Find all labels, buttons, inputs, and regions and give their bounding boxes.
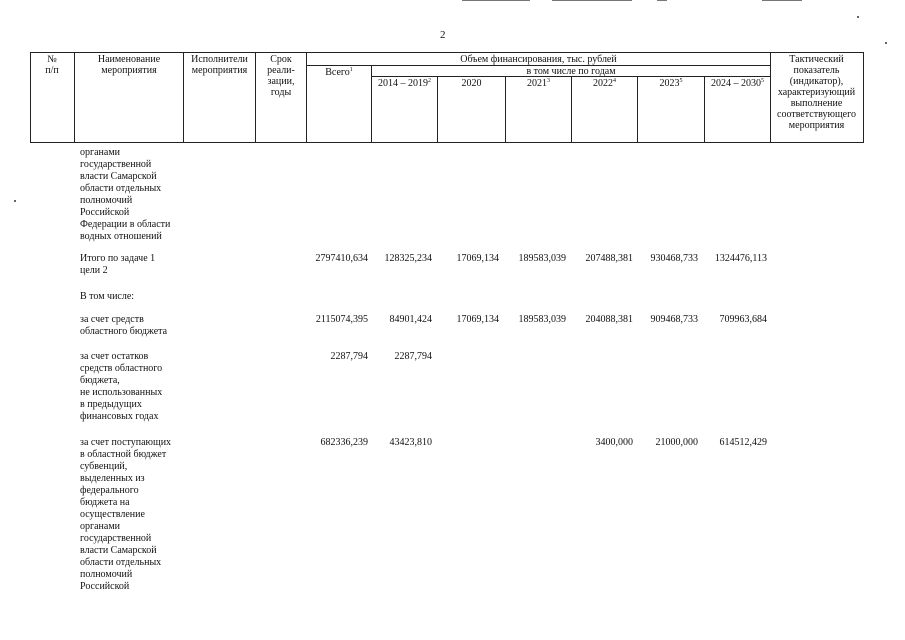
value-2022: 3400,000 (595, 437, 633, 448)
scan-dot (14, 200, 16, 202)
value-2021: 189583,039 (518, 253, 566, 264)
value-total: 2115074,395 (315, 314, 368, 325)
footnote-mark: 4 (613, 78, 616, 84)
year-label: 2023 (659, 78, 680, 89)
year-label: 2014 – 2019 (378, 78, 428, 89)
value-total: 2287,794 (330, 351, 368, 362)
header-funding: Объем финансирования, тыс. рублей (460, 54, 617, 65)
header-total (307, 67, 371, 78)
value-2023: 909468,733 (650, 314, 698, 325)
value-total: 682336,239 (320, 437, 368, 448)
page-number: 2 (440, 29, 446, 41)
year-label: 2021 (527, 78, 547, 89)
row-name: Итого по задаче 1 цели 2 (80, 253, 156, 276)
value-total: 2797410,634 (315, 253, 368, 264)
value-2023: 930468,733 (650, 253, 698, 264)
row-name: В том числе: (80, 291, 135, 302)
header-indicator: Тактический показатель (индикатор), характеризующий выполнение соответствующего мероприятия (777, 54, 856, 131)
value-2023: 21000,000 (655, 437, 698, 448)
value-2024-2030: 614512,429 (719, 437, 767, 448)
footnote-mark: 3 (547, 78, 550, 84)
header-executors: Исполнители мероприятия (191, 54, 248, 76)
year-label: 2024 – 2030 (711, 78, 761, 89)
value-2014-2019: 43423,810 (389, 437, 432, 448)
year-label: 2020 (461, 78, 482, 89)
header-year (506, 78, 571, 89)
scan-dot (857, 16, 859, 18)
header-name: Наименование мероприятия (97, 54, 161, 76)
value-2014-2019: 84901,424 (389, 314, 432, 325)
row-name: за счет поступающих в областной бюджет субвенций, выделенных из федерального бюджета на осуществление органами государственной власти Самарской области отдельных полномочий Российской (80, 437, 172, 592)
value-2014-2019: 128325,234 (384, 253, 432, 264)
value-2020: 17069,134 (456, 253, 499, 264)
row-name: за счет средств областного бюджета (80, 314, 168, 337)
value-2021: 189583,039 (518, 314, 566, 325)
footnote-mark: 1 (349, 67, 353, 73)
header-year (572, 78, 637, 89)
header-total-label: Всего (325, 67, 350, 78)
top-scan-marks (462, 0, 802, 2)
header-number: № п/п (45, 54, 59, 76)
header-by-years: в том числе по годам (526, 66, 616, 77)
scan-dot (885, 42, 887, 44)
row-name: органами государственной власти Самарской области отдельных полномочий Российской Федерации в области водных отношений (80, 147, 171, 242)
year-label: 2022 (593, 78, 613, 89)
row-name: за счет остатков средств областного бюджета, не использованных в предыдущих финансовых годах (80, 351, 163, 422)
header-year (438, 78, 505, 89)
header-year (372, 78, 437, 89)
header-year (638, 78, 704, 89)
footnote-mark: 2 (428, 78, 431, 84)
value-2022: 204088,381 (585, 314, 633, 325)
value-2024-2030: 709963,684 (719, 314, 767, 325)
value-2022: 207488,381 (585, 253, 633, 264)
footnote-mark: 5 (679, 78, 683, 84)
value-2024-2030: 1324476,113 (714, 253, 767, 264)
value-2014-2019: 2287,794 (394, 351, 432, 362)
header-term: Срок реали- зации, годы (267, 54, 295, 98)
header-year (705, 78, 770, 89)
value-2020: 17069,134 (456, 314, 499, 325)
footnote-mark: 5 (761, 78, 764, 84)
